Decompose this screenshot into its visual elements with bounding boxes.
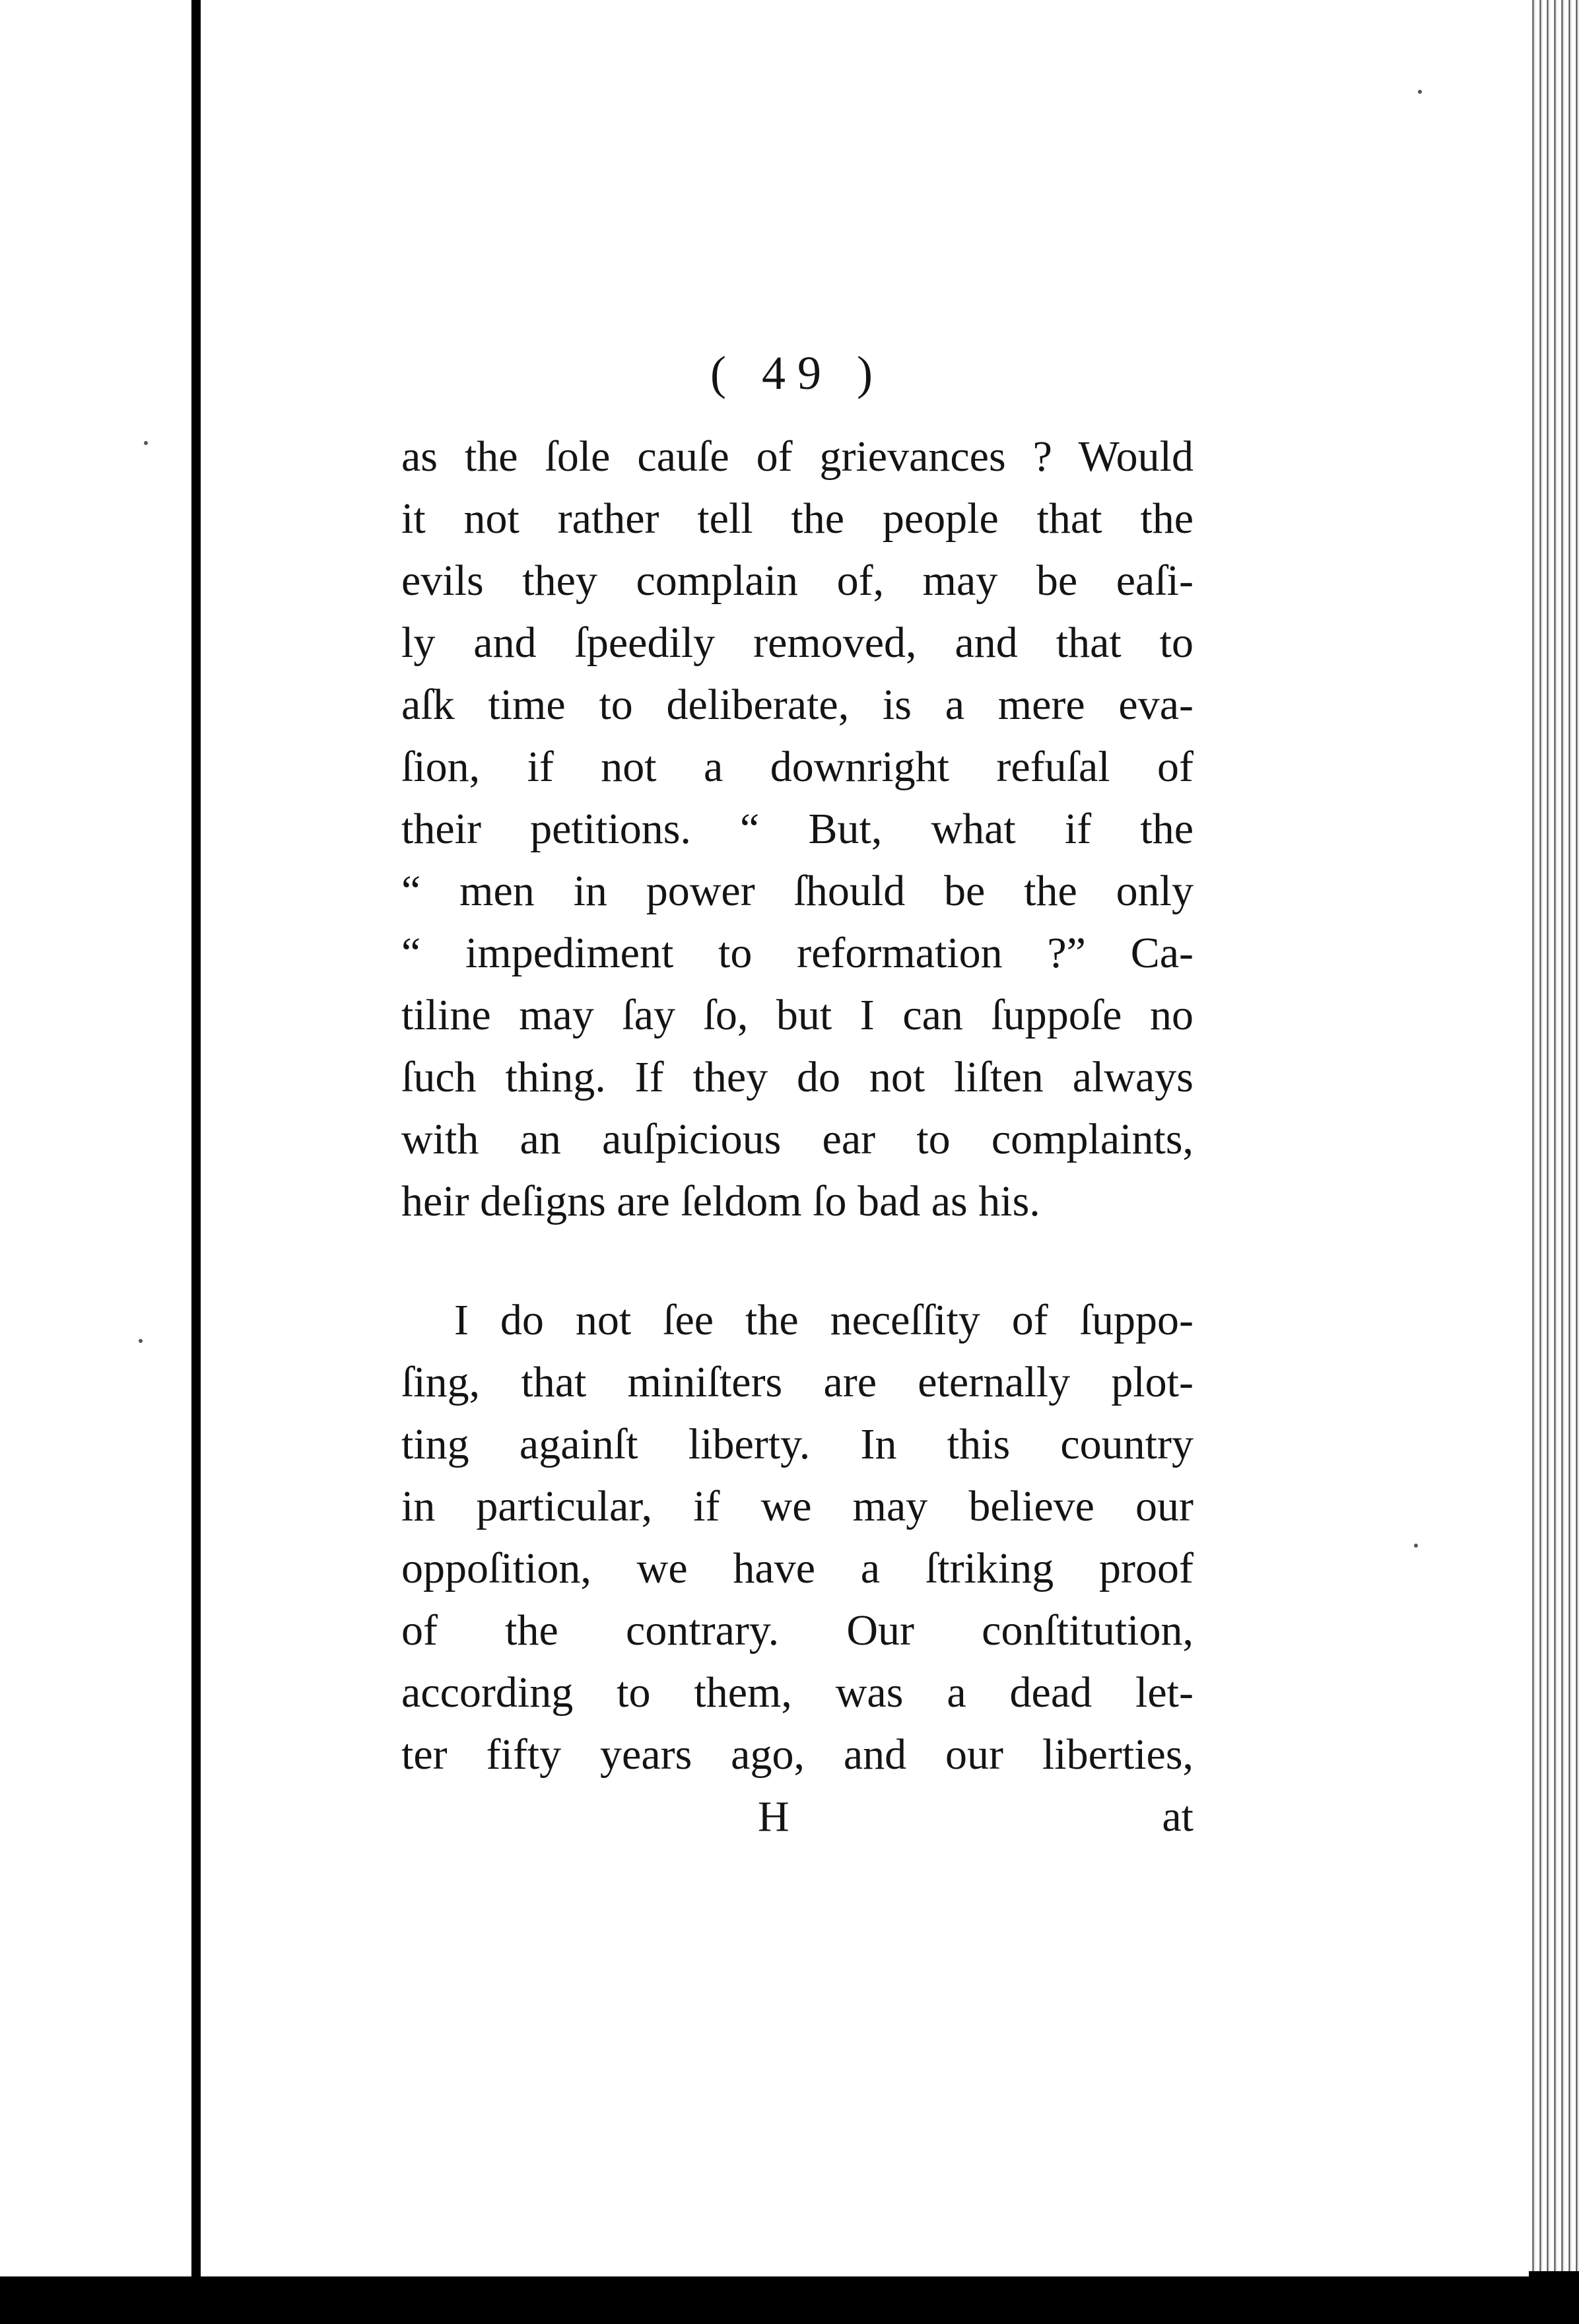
page-footer	[401, 1786, 1193, 1848]
text-line: of the contrary. Our conſtitution,	[401, 1606, 1193, 1655]
ink-speck	[1414, 1544, 1418, 1548]
paragraph-1	[401, 426, 1193, 1233]
text-line: ly and ſpeedily removed, and that to	[401, 619, 1193, 667]
text-line: I do not ſee the neceſſity of ſuppo-	[454, 1296, 1193, 1344]
ink-speck	[144, 441, 148, 445]
paragraph-gap	[401, 1233, 1193, 1289]
text-line: “ men in power ſhould be the only	[401, 867, 1193, 915]
text-line: ſing, that miniſters are eternally plot-	[401, 1358, 1193, 1406]
text-line: ſion, if not a downright refuſal of	[401, 743, 1193, 791]
paragraph-2	[401, 1289, 1193, 1786]
text-line: tiline may ſay ſo, but I can ſuppoſe no	[401, 991, 1193, 1039]
book-gutter	[191, 0, 201, 2324]
text-line: ſuch thing. If they do not liſten always	[401, 1053, 1193, 1101]
scan-border	[0, 2276, 1579, 2324]
text-line: as the ſole cauſe of grievances ? Would	[401, 432, 1193, 481]
text-line: in particular, if we may believe our	[401, 1482, 1193, 1530]
text-line: evils they complain of, may be eaſi-	[401, 557, 1193, 605]
text-line: with an auſpicious ear to complaints,	[401, 1115, 1193, 1163]
page-edges	[1529, 0, 1579, 2271]
text-line: their petitions. “ But, what if the	[401, 805, 1193, 853]
page-number: ( 49 )	[710, 347, 885, 399]
catchword: at	[1162, 1793, 1193, 1841]
text-line: “ impediment to reformation ?” Ca-	[401, 929, 1193, 977]
text-line: oppoſition, we have a ſtriking proof	[401, 1544, 1193, 1592]
text-line: heir deſigns are ſeldom ſo bad as his.	[401, 1177, 1040, 1225]
text-line: ter fifty years ago, and our liberties,	[401, 1730, 1193, 1779]
text-line: it not rather tell the people that the	[401, 495, 1193, 543]
ink-speck	[1418, 90, 1422, 94]
ink-speck	[139, 1339, 143, 1343]
signature-mark: H	[758, 1793, 790, 1841]
text-line: according to them, was a dead let-	[401, 1668, 1193, 1717]
page-text	[401, 340, 1193, 1848]
text-line: aſk time to deliberate, is a mere eva-	[401, 681, 1193, 729]
text-line: ting againſt liberty. In this country	[401, 1420, 1193, 1468]
facing-page-edge	[0, 0, 198, 2324]
